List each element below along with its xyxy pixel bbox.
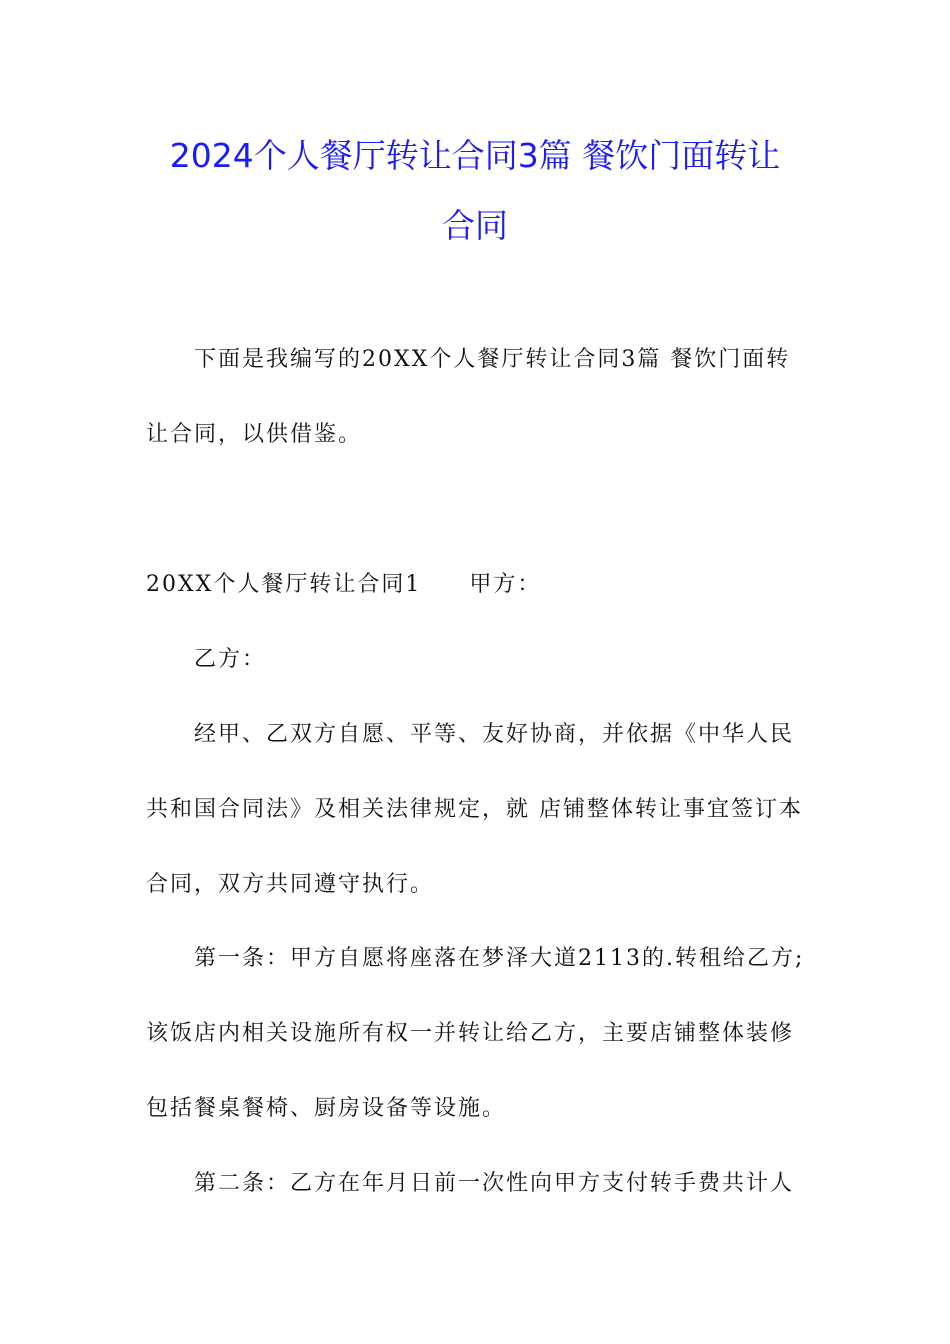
preamble-line-1: 经甲、乙双方自愿、平等、友好协商，并依据《中华人民 <box>194 722 795 747</box>
intro-paragraph-line-2: 让合同，以供借鉴。 <box>146 422 363 447</box>
preamble-line-3: 合同，双方共同遵守执行。 <box>146 872 435 897</box>
article-2-line-1: 第二条：乙方在年月日前一次性向甲方支付转手费共计人 <box>194 1171 795 1196</box>
contract-heading-party-a: 20XX个人餐厅转让合同1 甲方： <box>146 572 542 597</box>
article-1-line-2: 该饭店内相关设施所有权一并转让给乙方，主要店铺整体装修 <box>146 1021 795 1046</box>
document-title-line-2: 合同 <box>442 206 508 245</box>
article-1-line-1: 第一条：甲方自愿将座落在梦泽大道2113的.转租给乙方; <box>194 946 805 971</box>
intro-paragraph-line-1: 下面是我编写的20XX个人餐厅转让合同3篇 餐饮门面转 <box>194 347 791 372</box>
article-1-line-3: 包括餐桌餐椅、厨房设备等设施。 <box>146 1096 507 1121</box>
document-title-line-1: 2024个人餐厅转让合同3篇 餐饮门面转让 <box>169 136 781 175</box>
party-b-label: 乙方： <box>194 647 267 672</box>
preamble-line-2: 共和国合同法》及相关法律规定，就 店铺整体转让事宜签订本 <box>146 797 803 822</box>
